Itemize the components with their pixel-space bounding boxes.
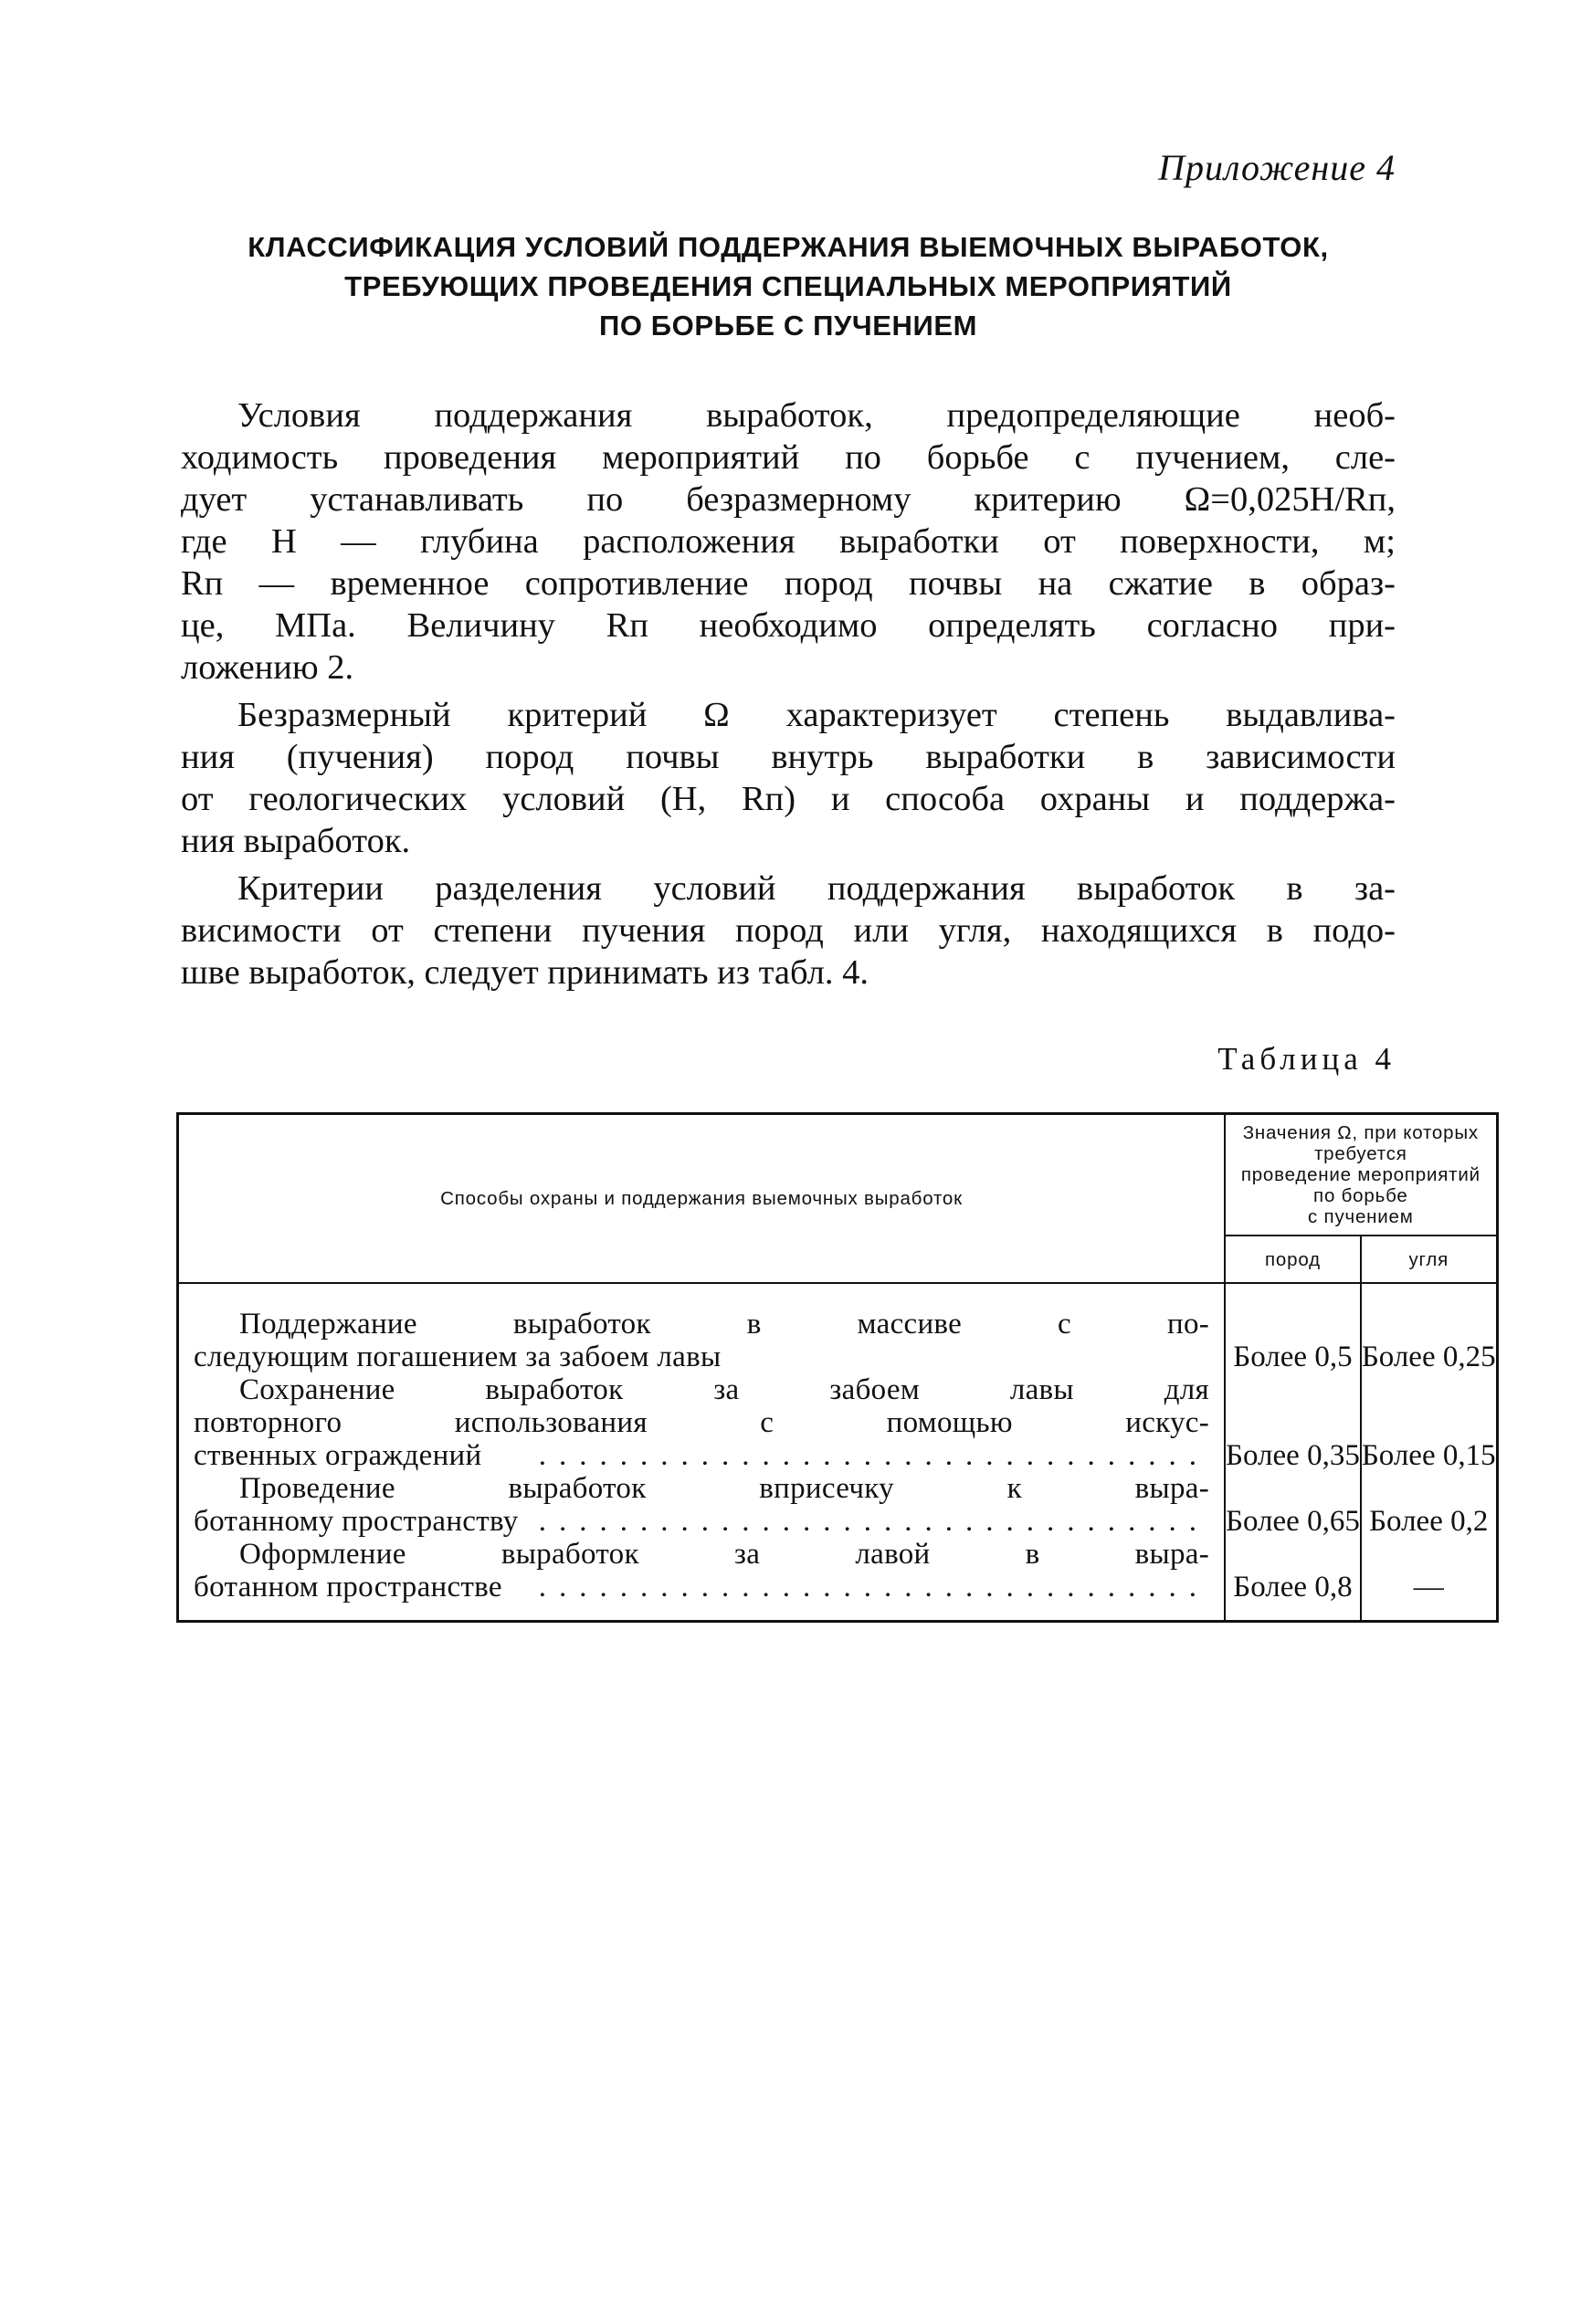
method-line: Оформление выработок за лавой в выра-	[239, 1538, 1210, 1571]
paragraph-line: Безразмерный критерий Ω характеризует степень выдавлива-	[237, 696, 1396, 734]
method-line: ственных ограждений	[194, 1439, 482, 1472]
paragraph-line: ния (пучения) пород почвы внутрь выработки в зависимости	[181, 738, 1396, 776]
header-rock: пород	[1225, 1236, 1361, 1283]
rock-value: Более 0,35	[1226, 1439, 1360, 1472]
method-line-dotted	[194, 1571, 1209, 1604]
paragraph-line: висимости от степени пучения пород или угля, находящихся в подо-	[181, 911, 1396, 950]
paragraph-line: Критерии разделения условий поддержания выработок в за-	[237, 869, 1396, 908]
header-omega-values	[1225, 1114, 1497, 1236]
title-line: КЛАССИФИКАЦИЯ УСЛОВИЙ ПОДДЕРЖАНИЯ ВЫЕМОЧНЫХ ВЫРАБОТОК,	[248, 231, 1329, 263]
method-line: ботанному пространству	[194, 1505, 519, 1538]
header-methods: Способы охраны и поддержания выемочных выработок	[178, 1114, 1226, 1284]
header-line: проведение мероприятий по борьбе	[1240, 1164, 1480, 1206]
table-number: Таблица 4	[1217, 1041, 1396, 1077]
document-page	[181, 146, 1496, 1604]
table-row-method	[194, 1308, 1209, 1373]
table-row-method	[194, 1538, 1209, 1604]
methods-column	[178, 1283, 1226, 1622]
header-line: с пучением	[1308, 1206, 1414, 1227]
coal-value: —	[1413, 1571, 1444, 1604]
paragraph-table-reference	[181, 868, 1396, 994]
dot-leader: .................................	[518, 1439, 1210, 1472]
paragraph-line: це, МПа. Величину Rп необходимо определять согласно при-	[181, 606, 1396, 645]
table-row-method	[194, 1472, 1209, 1538]
method-line: Сохранение выработок за забоем лавы для	[239, 1373, 1210, 1406]
table-row-method	[194, 1373, 1209, 1472]
paragraph-line: шве выработок, следует принимать из табл. 4.	[181, 953, 869, 992]
method-line-dotted	[194, 1505, 1209, 1538]
header-coal: угля	[1361, 1236, 1497, 1283]
dot-leader: .................................	[518, 1505, 1210, 1538]
coal-values-column	[1361, 1283, 1497, 1622]
method-line-dotted	[194, 1439, 1209, 1472]
paragraph-line: ния выработок.	[181, 822, 411, 860]
classification-table	[176, 1112, 1499, 1623]
document-title	[181, 227, 1396, 345]
rock-value: Более 0,5	[1233, 1341, 1353, 1373]
paragraph-line: от геологических условий (H, Rп) и способа охраны и поддержа-	[181, 780, 1396, 818]
paragraph-line: Rп — временное сопротивление пород почвы на сжатие в образ-	[181, 564, 1396, 603]
paragraph-line: ходимость проведения мероприятий по борьбе с пучением, сле-	[181, 438, 1396, 477]
rock-value: Более 0,8	[1233, 1571, 1353, 1604]
title-line: ПО БОРЬБЕ С ПУЧЕНИЕМ	[598, 310, 978, 342]
method-line: Проведение выработок вприсечку к выра-	[239, 1472, 1210, 1505]
coal-value: Более 0,25	[1361, 1341, 1496, 1373]
method-line: следующим погашением за забоем лавы	[194, 1341, 722, 1373]
rock-values-column	[1225, 1283, 1361, 1622]
rock-value: Более 0,65	[1226, 1505, 1360, 1538]
method-line: ботанном пространстве	[194, 1571, 502, 1604]
paragraph-line: Условия поддержания выработок, предопределяющие необ-	[237, 396, 1396, 435]
paragraph-criterion-definition	[181, 394, 1396, 689]
method-line: повторного использования с помощью искус-	[194, 1406, 1210, 1439]
paragraph-line: дует устанавливать по безразмерному критерию Ω=0,025H/Rп,	[181, 480, 1396, 519]
dot-leader: .................................	[518, 1571, 1210, 1604]
appendix-label: Приложение 4	[1158, 147, 1396, 188]
paragraph-line: где H — глубина расположения выработки от поверхности, м;	[181, 522, 1396, 561]
header-line: Значения Ω, при которых требуется	[1242, 1122, 1479, 1164]
paragraph-criterion-meaning	[181, 694, 1396, 862]
paragraph-line: ложению 2.	[181, 648, 354, 687]
coal-value: Более 0,15	[1361, 1439, 1496, 1472]
title-line: ТРЕБУЮЩИХ ПРОВЕДЕНИЯ СПЕЦИАЛЬНЫХ МЕРОПРИЯТИЙ	[344, 270, 1232, 302]
coal-value: Более 0,2	[1369, 1505, 1489, 1538]
method-line: Поддержание выработок в массиве с по-	[239, 1308, 1210, 1341]
